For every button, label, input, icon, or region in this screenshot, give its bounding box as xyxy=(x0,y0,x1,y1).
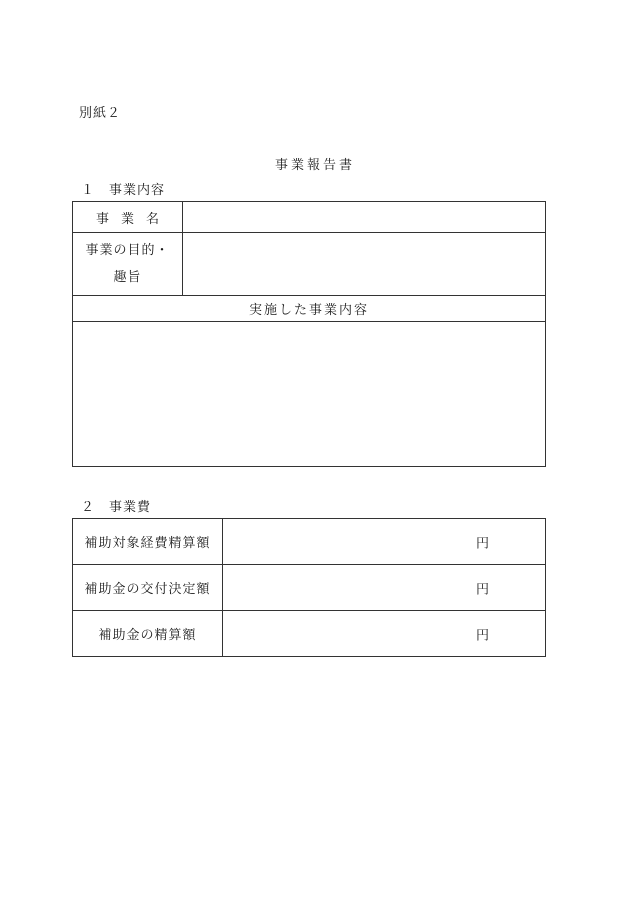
section-1-title: 事業内容 xyxy=(109,183,166,198)
eligible-expense-label: 補助対象経費精算額 xyxy=(73,519,223,565)
document-title: 事業報告書 xyxy=(274,158,355,173)
implemented-content-value[interactable] xyxy=(73,322,546,467)
grant-settlement-value[interactable] xyxy=(223,611,546,657)
grant-decision-value[interactable] xyxy=(223,565,546,611)
yen-unit: 円 xyxy=(476,536,490,551)
project-name-row xyxy=(73,202,546,233)
grant-decision-label: 補助金の交付決定額 xyxy=(73,565,223,611)
section-1-number: １ xyxy=(81,183,96,198)
cost-row xyxy=(73,519,546,565)
yen-unit: 円 xyxy=(476,628,490,643)
section-2-number: ２ xyxy=(81,500,96,515)
project-purpose-label-line2: 趣旨 xyxy=(113,270,142,285)
project-name-label: 事業名 xyxy=(73,202,183,233)
implemented-content-row xyxy=(73,322,546,467)
eligible-expense-value[interactable] xyxy=(223,519,546,565)
project-purpose-label-line1: 事業の目的・ xyxy=(85,243,170,258)
attachment-label: 別紙２ xyxy=(79,106,122,121)
cost-row xyxy=(73,565,546,611)
implemented-content-header: 実施した事業内容 xyxy=(73,296,546,322)
cost-row xyxy=(73,611,546,657)
project-purpose-row xyxy=(73,233,546,296)
project-purpose-value[interactable] xyxy=(183,233,546,296)
project-content-table xyxy=(72,201,546,467)
project-name-value[interactable] xyxy=(183,202,546,233)
section-2-heading xyxy=(81,496,151,515)
project-cost-table xyxy=(72,518,546,657)
yen-unit: 円 xyxy=(476,582,490,597)
implemented-content-header-row xyxy=(73,296,546,322)
grant-settlement-label: 補助金の精算額 xyxy=(73,611,223,657)
section-1-heading xyxy=(81,179,165,198)
project-purpose-label xyxy=(73,233,183,296)
section-2-title: 事業費 xyxy=(109,500,152,515)
